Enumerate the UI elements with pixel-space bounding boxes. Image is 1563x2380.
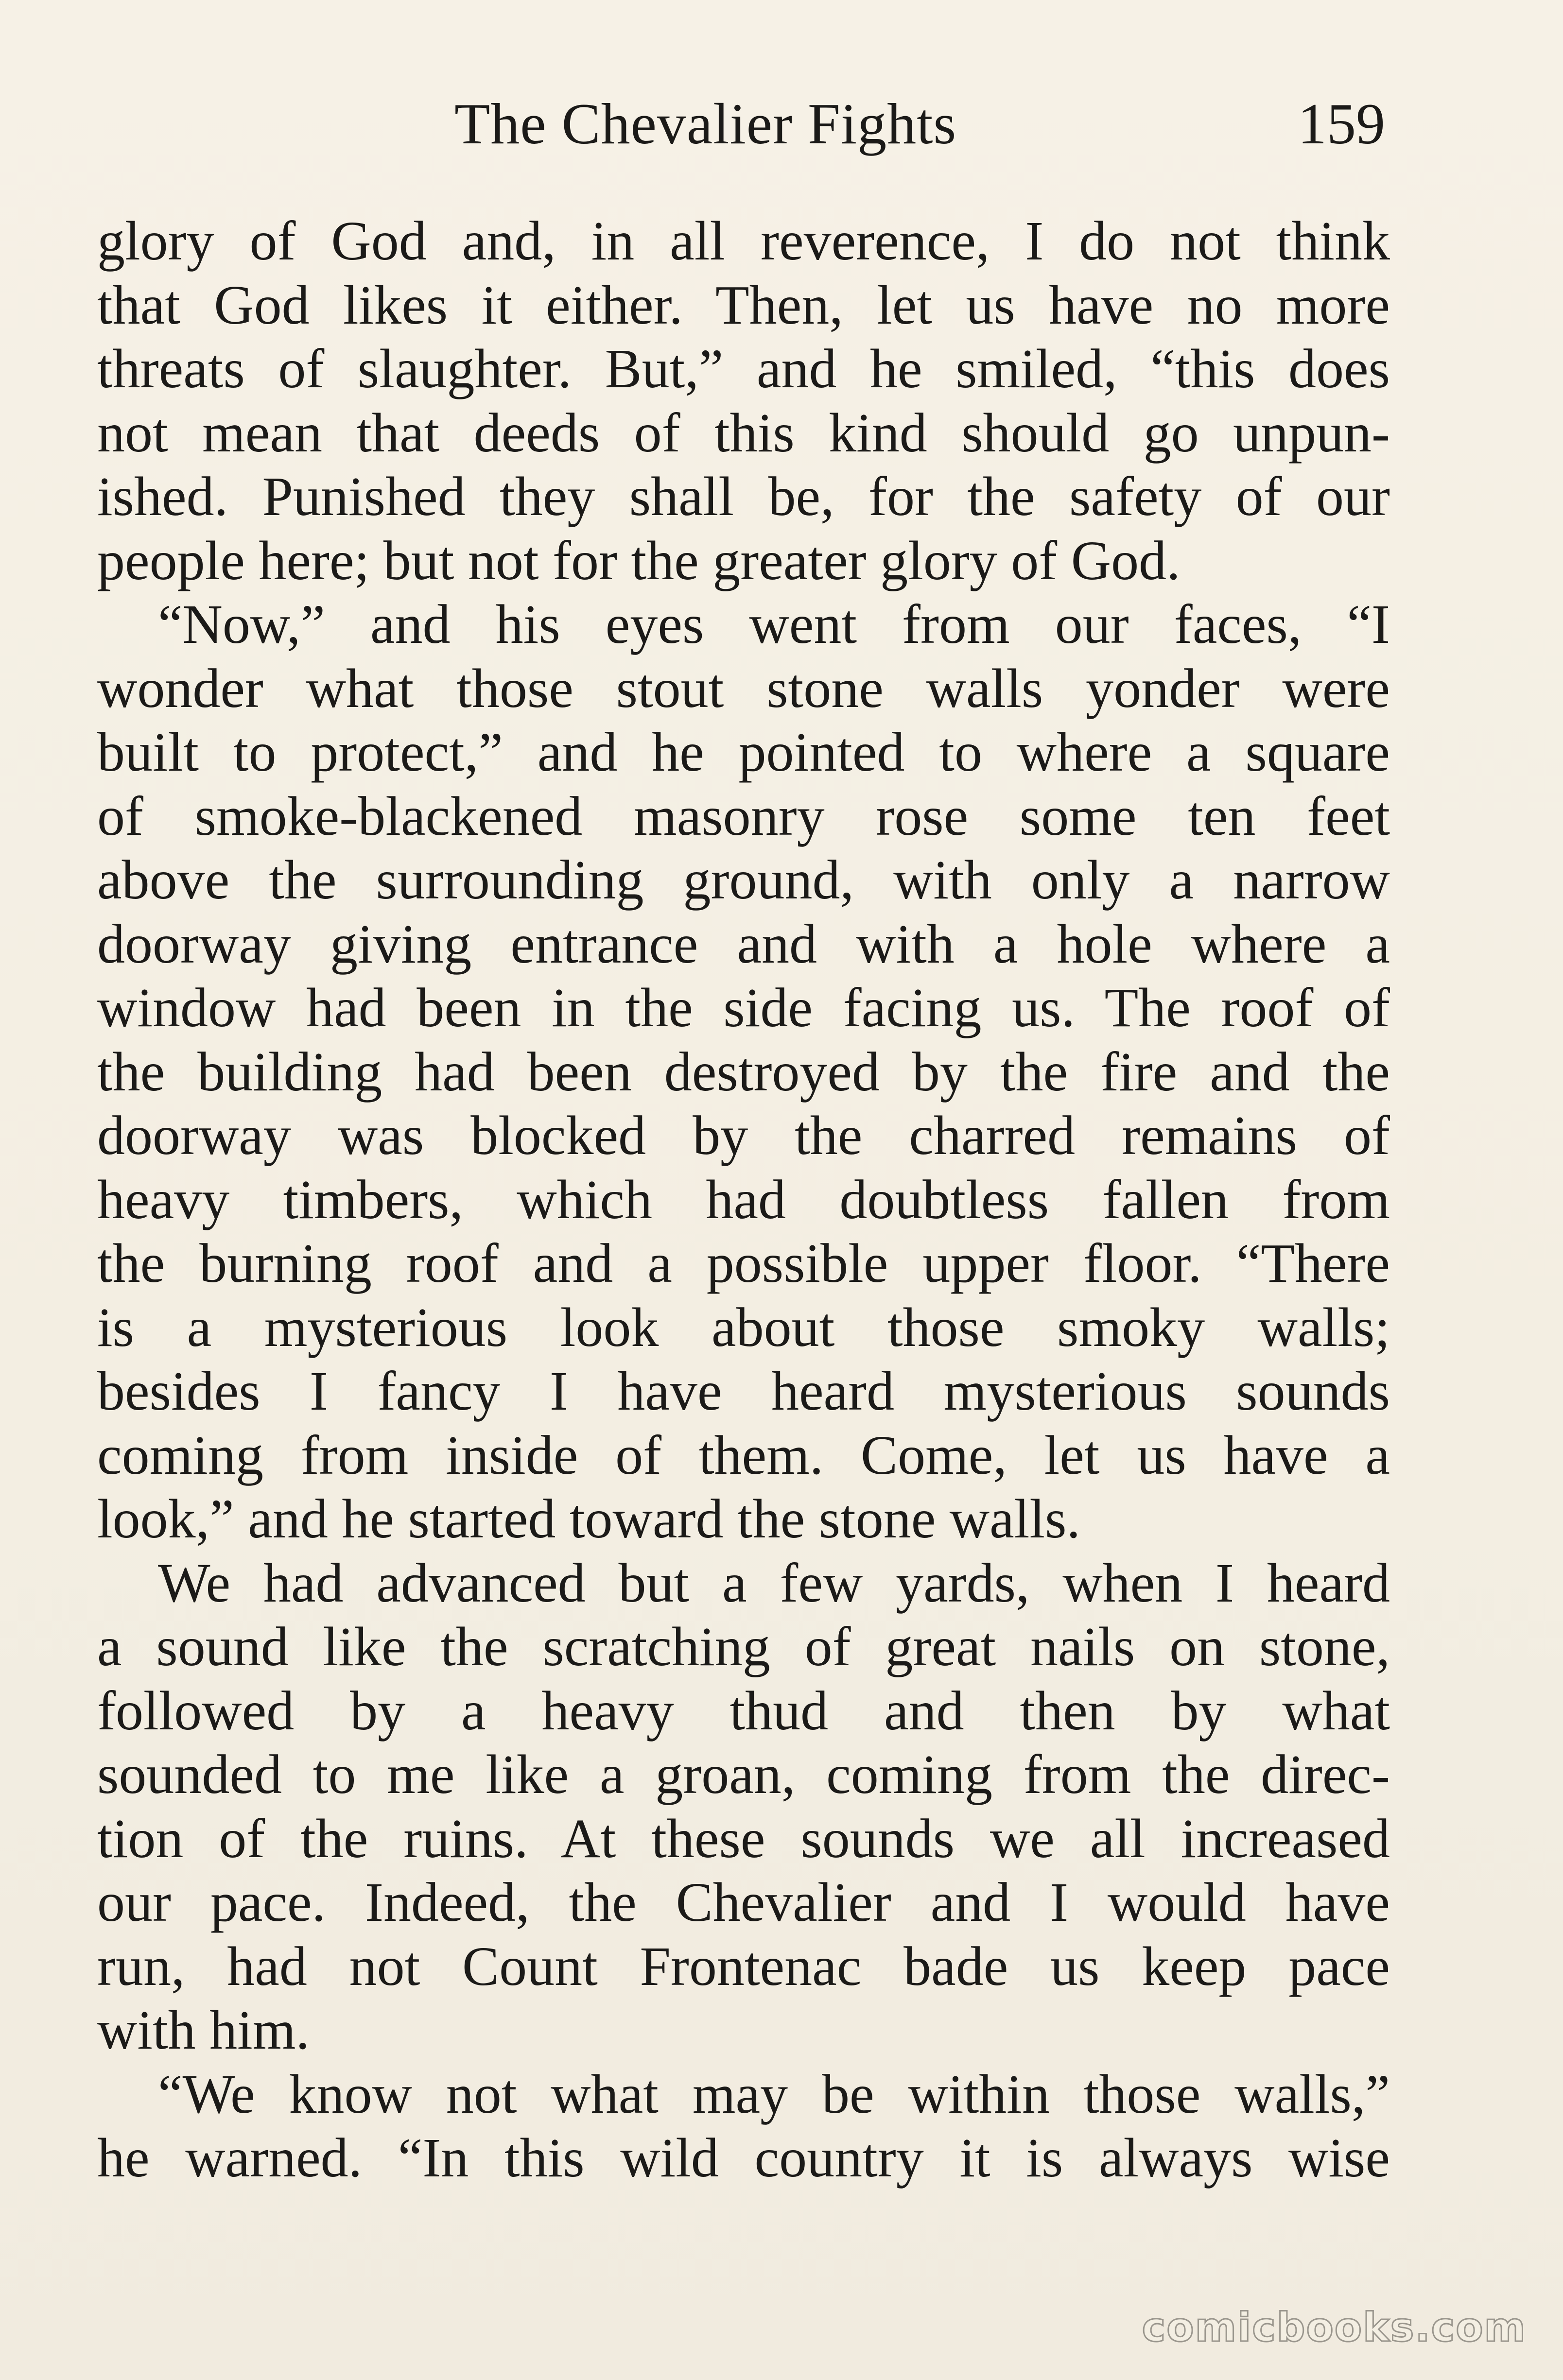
text-line: that God likes it either. Then, let us have no more: [97, 274, 1390, 336]
text-line: a sound like the scratching of great nails on stone,: [97, 1616, 1390, 1677]
text-line: tion of the ruins. At these sounds we all increased: [97, 1807, 1390, 1869]
text-line: doorway was blocked by the charred remains of: [97, 1104, 1390, 1166]
text-line: is a mysterious look about those smoky walls;: [97, 1296, 1390, 1358]
text-line: sounded to me like a groan, coming from the direc-: [97, 1743, 1390, 1805]
text-line: run, had not Count Frontenac bade us keep pace: [97, 1935, 1390, 1997]
running-title: The Chevalier Fights: [454, 91, 957, 156]
running-head: [97, 85, 1385, 163]
watermark: comicbooks.com: [1142, 2305, 1527, 2351]
text-line: above the surrounding ground, with only a narrow: [97, 849, 1390, 911]
text-line: the building had been destroyed by the fire and the: [97, 1040, 1390, 1103]
text-line: he warned. “In this wild country it is always wise: [97, 2127, 1390, 2189]
text-line: besides I fancy I have heard mysterious sounds: [97, 1360, 1390, 1422]
text-line: window had been in the side facing us. The roof of: [97, 977, 1390, 1038]
text-line: the burning roof and a possible upper floor. “There: [97, 1232, 1390, 1294]
text-line: doorway giving entrance and with a hole where a: [97, 913, 1390, 975]
text-line: look,” and he started toward the stone walls.: [97, 1488, 1080, 1550]
text-line: with him.: [97, 1999, 310, 2061]
text-line: ished. Punished they shall be, for the safety of our: [97, 466, 1390, 527]
text-line: wonder what those stout stone walls yonder were: [97, 657, 1390, 719]
text-line: of smoke-blackened masonry rose some ten feet: [97, 785, 1390, 847]
page-number: 159: [1298, 91, 1385, 156]
text-line: people here; but not for the greater glory of God.: [97, 529, 1181, 591]
text-line: heavy timbers, which had doubtless fallen from: [97, 1168, 1390, 1230]
text-line: our pace. Indeed, the Chevalier and I would have: [97, 1871, 1390, 1933]
text-line: “Now,” and his eyes went from our faces, “I: [158, 593, 1390, 655]
text-line: coming from inside of them. Come, let us have a: [97, 1424, 1390, 1486]
text-line: built to protect,” and he pointed to where a square: [97, 721, 1390, 783]
text-line: “We know not what may be within those walls,”: [158, 2063, 1390, 2125]
text-line: glory of God and, in all reverence, I do not think: [97, 210, 1390, 272]
text-line: followed by a heavy thud and then by what: [97, 1679, 1390, 1742]
text-line: not mean that deeds of this kind should go unpun-: [97, 401, 1390, 464]
body-text: [97, 209, 1390, 2190]
text-line: threats of slaughter. But,” and he smiled, “this does: [97, 338, 1390, 399]
text-line: We had advanced but a few yards, when I heard: [158, 1552, 1390, 1614]
